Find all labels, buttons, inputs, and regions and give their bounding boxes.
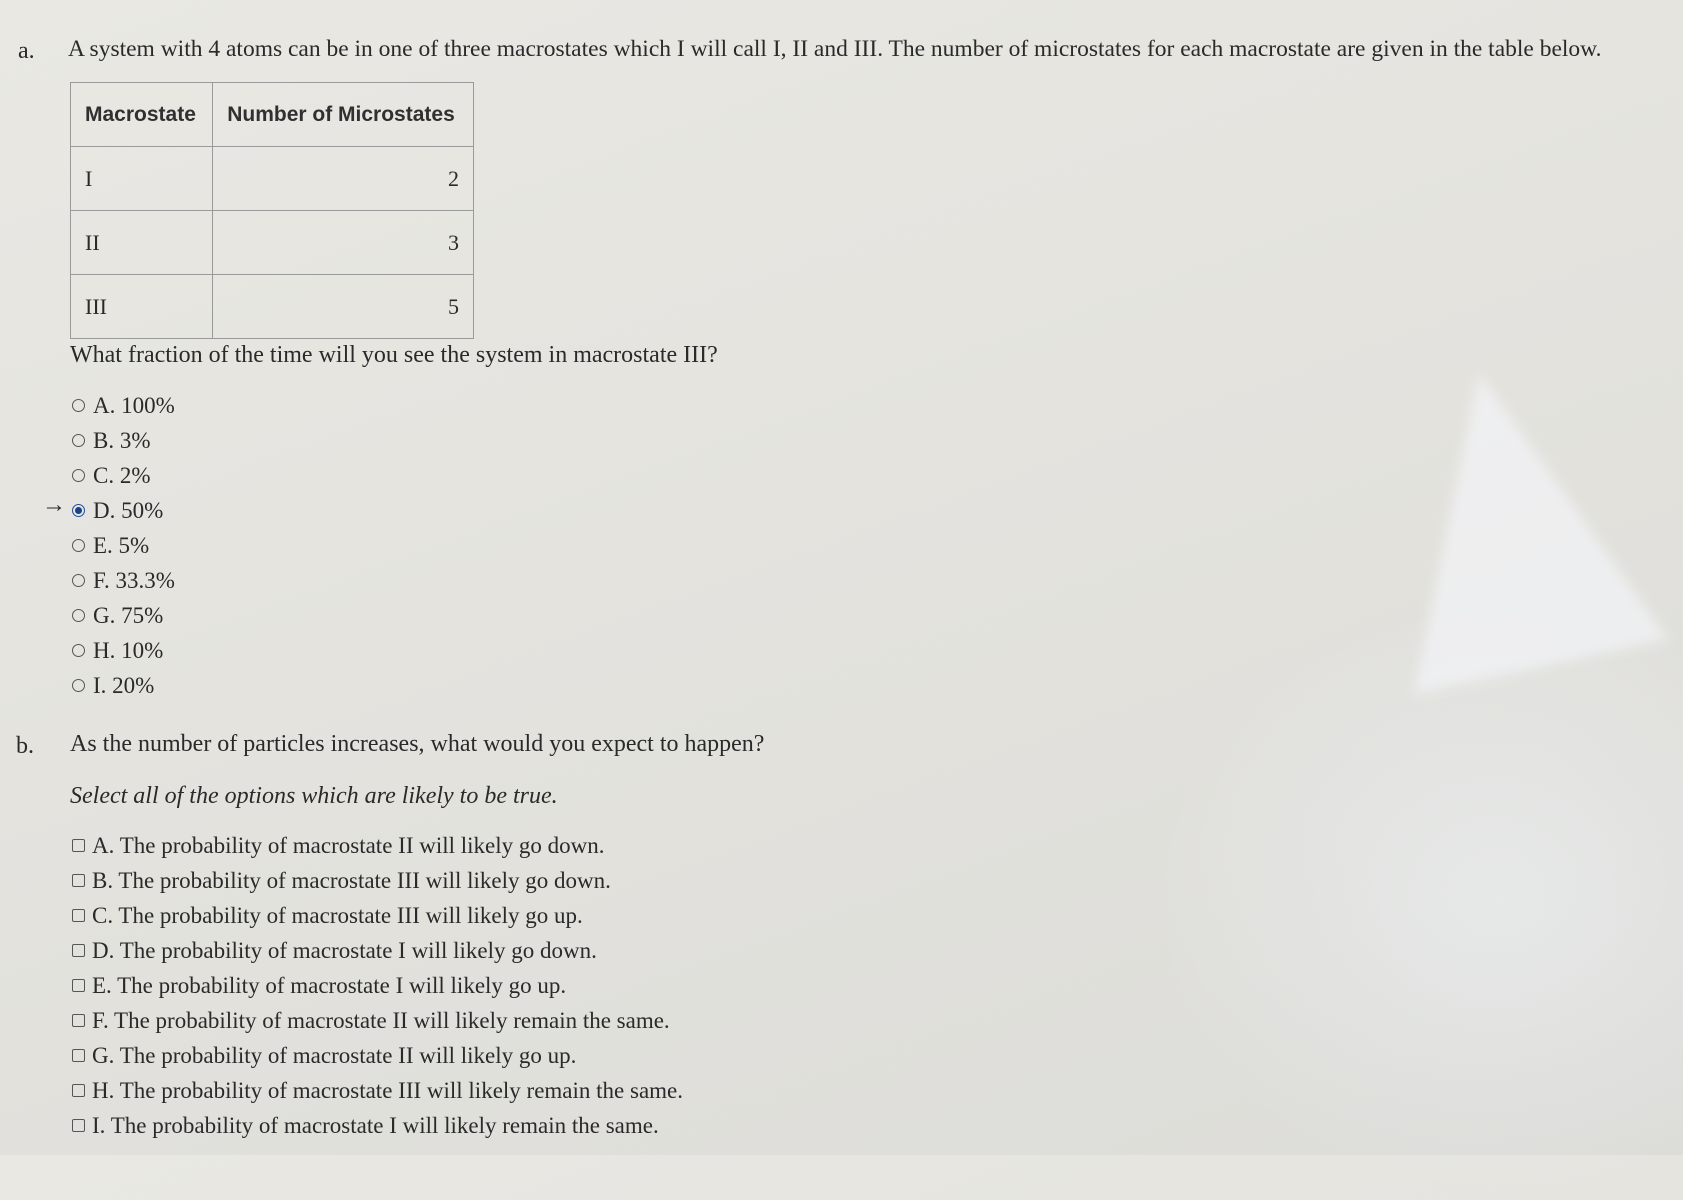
checkbox-option-i[interactable]: [72, 1108, 683, 1143]
part-a-label: a.: [18, 38, 35, 64]
radio-button[interactable]: [72, 644, 85, 657]
radio-button[interactable]: [72, 574, 85, 587]
microstates-table: [70, 82, 474, 339]
option-c[interactable]: [72, 458, 175, 493]
checkbox[interactable]: [72, 1084, 85, 1097]
radio-button[interactable]: [72, 679, 85, 692]
option-label: F. 33.3%: [93, 567, 175, 593]
checkbox-option-d[interactable]: [72, 933, 683, 968]
part-a-options: [72, 388, 175, 703]
table-cell-macrostate: III: [71, 275, 213, 339]
checkbox-option-b[interactable]: [72, 863, 683, 898]
checkbox[interactable]: [72, 1049, 85, 1062]
option-label: A. 100%: [93, 392, 175, 418]
checkbox-option-g[interactable]: [72, 1038, 683, 1073]
option-h[interactable]: [72, 633, 175, 668]
table-row: [71, 211, 474, 275]
option-label: I. 20%: [93, 672, 155, 698]
checkbox[interactable]: [72, 909, 85, 922]
option-i[interactable]: [72, 668, 175, 703]
option-a[interactable]: [72, 388, 175, 423]
option-label: A. The probability of macrostate II will likely go down.: [92, 832, 605, 858]
option-label: G. 75%: [93, 602, 164, 628]
option-label: B. 3%: [93, 427, 151, 453]
table-cell-microstates: 5: [213, 275, 474, 339]
table-header-macrostate: Macrostate: [71, 83, 213, 147]
part-a-intro: A system with 4 atoms can be in one of three macrostates which I will call I, II and III. The number of microstates for each macrostate are given in the table below.: [68, 36, 1602, 62]
option-d[interactable]: [72, 493, 175, 528]
checkbox[interactable]: [72, 874, 85, 887]
option-g[interactable]: [72, 598, 175, 633]
part-b-label: b.: [16, 733, 34, 759]
radio-button[interactable]: [72, 434, 85, 447]
checkbox[interactable]: [72, 1014, 85, 1027]
table-cell-macrostate: II: [71, 211, 213, 275]
table-cell-macrostate: I: [71, 147, 213, 211]
option-label: H. The probability of macrostate III will likely remain the same.: [92, 1077, 684, 1103]
option-label: E. The probability of macrostate I will likely go up.: [92, 972, 567, 998]
table-header-microstates: Number of Microstates: [213, 83, 474, 147]
checkbox-option-a[interactable]: [72, 828, 683, 863]
option-e[interactable]: [72, 528, 175, 563]
option-label: G. The probability of macrostate II will likely go up.: [92, 1042, 577, 1068]
radio-button[interactable]: [72, 469, 85, 482]
part-b-options: [72, 828, 683, 1143]
table-row: [71, 275, 474, 339]
checkbox-option-h[interactable]: [72, 1073, 683, 1108]
radio-button[interactable]: [72, 539, 85, 552]
part-b-question: As the number of particles increases, what would you expect to happen?: [70, 731, 765, 757]
option-label: F. The probability of macrostate II will likely remain the same.: [92, 1007, 670, 1033]
radio-button[interactable]: [72, 399, 85, 412]
checkbox[interactable]: [72, 839, 85, 852]
option-label: C. The probability of macrostate III will likely go up.: [92, 902, 583, 928]
table-cell-microstates: 2: [213, 147, 474, 211]
checkbox[interactable]: [72, 944, 85, 957]
option-f[interactable]: [72, 563, 175, 598]
option-label: C. 2%: [93, 462, 151, 488]
option-label: E. 5%: [93, 532, 150, 558]
part-a-question: What fraction of the time will you see the system in macrostate III?: [70, 342, 718, 368]
option-label: I. The probability of macrostate I will likely remain the same.: [92, 1112, 659, 1138]
checkbox[interactable]: [72, 979, 85, 992]
table-cell-microstates: 3: [213, 211, 474, 275]
option-label: H. 10%: [93, 637, 164, 663]
table-header-row: [71, 83, 474, 147]
part-b-instruction: Select all of the options which are likely to be true.: [70, 783, 558, 809]
option-label: B. The probability of macrostate III will likely go down.: [92, 867, 611, 893]
option-label: D. 50%: [93, 497, 164, 523]
radio-button[interactable]: [72, 609, 85, 622]
checkbox-option-e[interactable]: [72, 968, 683, 1003]
checkbox-option-c[interactable]: [72, 898, 683, 933]
checkbox-option-f[interactable]: [72, 1003, 683, 1038]
radio-button-selected[interactable]: [72, 504, 85, 517]
option-label: D. The probability of macrostate I will likely go down.: [92, 937, 597, 963]
checkbox[interactable]: [72, 1119, 85, 1132]
table-row: [71, 147, 474, 211]
option-b[interactable]: [72, 423, 175, 458]
selected-arrow-icon: →: [42, 492, 66, 518]
